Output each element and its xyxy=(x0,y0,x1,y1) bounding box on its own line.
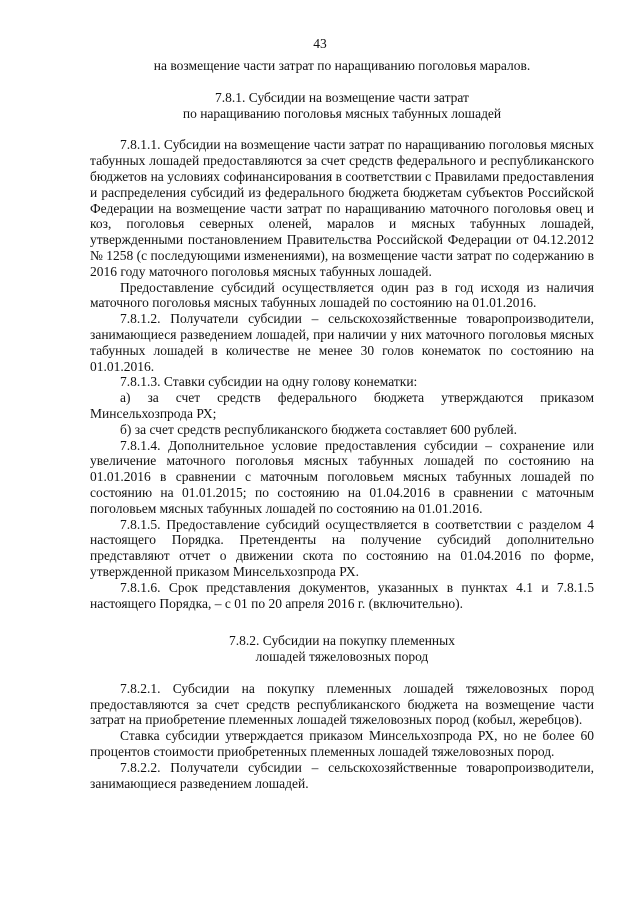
section-heading-7-8-2 xyxy=(90,633,594,665)
paragraph-7-8-1-4: 7.8.1.4. Дополнительное условие предоставления субсидии – сохранение или увеличение маточного поголовья мясных табунных лошадей по состоянию на 01.01.2016 в сравнении с маточным поголовьем мясных табунных лошадей по состоянию на 01.01.2015; по состоянию на 01.04.2016 в сравнении с маточным поголовьем мясных табунных лошадей по состоянию на 01.01.2016. xyxy=(90,437,594,516)
paragraph-7-8-1-5: 7.8.1.5. Предоставление субсидий осуществляется в соответствии с разделом 4 настоящего Порядка. Претенденты на получение субсидий дополнительно представляют отчет о движении скота по состоянию на 01.04.2016 по форме, утвержденной приказом Минсельхозпрода РХ. xyxy=(90,516,594,579)
section-heading-7-8-1-line2: по наращиванию поголовья мясных табунных лошадей xyxy=(182,105,502,121)
section-heading-7-8-2-line1: 7.8.2. Субсидии на покупку племенных xyxy=(229,633,455,649)
paragraph-7-8-2-2: 7.8.2.2. Получатели субсидии – сельскохозяйственные товаропроизводители, занимающиеся разведением лошадей. xyxy=(90,759,594,791)
page-number: 43 xyxy=(313,36,327,51)
page-content xyxy=(90,58,594,791)
section-heading-7-8-2-line2: лошадей тяжеловозных пород xyxy=(255,649,429,665)
paragraph-7-8-1-6: 7.8.1.6. Срок представления документов, указанных в пунктах 4.1 и 7.8.1.5 настоящего Порядка, – с 01 по 20 апреля 2016 г. (включительно). xyxy=(90,579,594,611)
section-heading-7-8-1-line1: 7.8.1. Субсидии на возмещение части затрат xyxy=(215,89,469,105)
paragraph-7-8-2-1: 7.8.2.1. Субсидии на покупку племенных лошадей тяжеловозных пород предоставляются за счет средств республиканского бюджета на возмещение части затрат на приобретение племенных лошадей тяжеловозных пород (кобыл, жеребцов). xyxy=(90,680,594,728)
section-heading-7-8-1 xyxy=(90,90,594,122)
paragraph-provision-once-a-year: Предоставление субсидий осуществляется один раз в год исходя из наличия маточного поголовья мясных табунных лошадей по состоянию на 01.01.2016. xyxy=(90,279,594,311)
paragraph-7-8-1-1: 7.8.1.1. Субсидии на возмещение части затрат по наращиванию поголовья мясных табунных лошадей предоставляются за счет средств федерального и республиканского бюджетов на условиях софинансирования в соответствии с Правилами предоставления и распределения субсидий из федерального бюджета бюджетам субъектов Российской Федерации на возмещение части затрат по наращиванию маточного поголовья овец и коз, поголовья северных оленей, маралов и мясных табунных лошадей, утвержденными постановлением Правительства Российской Федерации от 04.12.2012 № 1258 (с последующими изменениями), на возмещение части затрат по содержанию в 2016 году маточного поголовья мясных табунных лошадей. xyxy=(90,137,595,279)
paragraph-7-8-1-2: 7.8.1.2. Получатели субсидии – сельскохозяйственные товаропроизводители, занимающиеся разведением лошадей, при наличии у них маточного поголовья мясных табунных лошадей в количестве не менее 30 голов конематок по состоянию на 01.01.2016. xyxy=(90,311,594,374)
paragraph-7-8-1-3-b: б) за счет средств республиканского бюджета составляет 600 рублей. xyxy=(120,421,518,437)
lead-line: на возмещение части затрат по наращиванию поголовья маралов. xyxy=(153,58,531,73)
paragraph-subsidy-rate: Ставка субсидии утверждается приказом Минсельхозпрода РХ, но не более 60 процентов стоимости приобретенных племенных лошадей тяжеловозных пород. xyxy=(90,728,594,760)
paragraph-7-8-1-3-a: а) за счет средств федерального бюджета утверждаются приказом Минсельхозпрода РХ; xyxy=(90,390,594,421)
paragraph-7-8-1-3: 7.8.1.3. Ставки субсидии на одну голову конематки: xyxy=(120,374,418,390)
